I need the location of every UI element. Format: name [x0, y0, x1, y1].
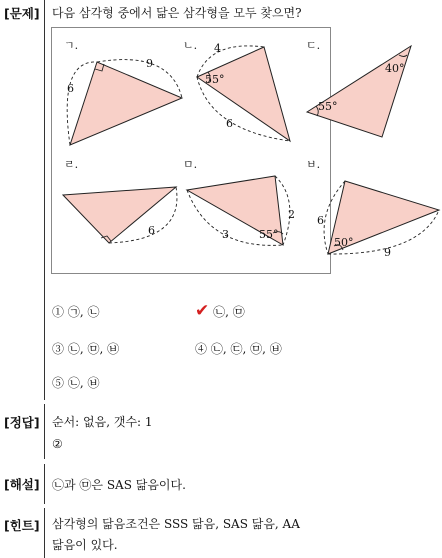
label-r-side: 6	[148, 224, 155, 237]
choice-2-text: ㉡, ㉤	[213, 305, 245, 319]
choice-5-number: ⑤	[52, 376, 65, 390]
problem-label: [문제]	[4, 6, 40, 21]
tag-r: ㄹ.	[64, 158, 79, 171]
choice-1-number: ①	[52, 305, 65, 319]
label-b-side-a: 6	[317, 214, 324, 227]
tag-m: ㅁ.	[183, 158, 198, 171]
question-text: 다음 삼각형 중에서 닮은 삼각형을 모두 찾으면?	[52, 6, 302, 20]
label-g-side-a: 9	[146, 57, 153, 70]
triangle-n	[197, 47, 290, 141]
label-m-angle: 55°	[259, 228, 279, 241]
explanation-label: [해설]	[4, 477, 40, 492]
choice-4[interactable]	[195, 340, 282, 357]
triangle-d	[307, 46, 411, 137]
choice-1[interactable]	[52, 303, 99, 320]
answer-line-2: ②	[52, 437, 63, 451]
choice-1-text: ㉠, ㉡	[67, 305, 100, 319]
answer-label: [정답]	[4, 415, 40, 430]
choice-4-number: ④	[195, 342, 208, 356]
check-mark-icon: ✔	[195, 301, 210, 321]
hint-line-1: 삼각형의 닮음조건은 SSS 닮음, SAS 닮음, AA	[52, 517, 300, 531]
tag-b: ㅂ.	[306, 158, 321, 171]
tag-n: ㄴ.	[183, 39, 198, 52]
label-n-side-b: 6	[226, 117, 233, 130]
triangle-g	[70, 62, 182, 145]
choice-5[interactable]	[52, 374, 99, 391]
label-d-angle-a: 40°	[385, 62, 405, 75]
answer-divider	[44, 404, 45, 459]
label-n-angle: 55°	[205, 73, 225, 86]
choice-3-text: ㉡, ㉤, ㉥	[67, 342, 120, 356]
hint-divider	[44, 508, 45, 558]
label-n-side-a: 4	[214, 42, 221, 55]
label-b-angle: 50°	[334, 236, 354, 249]
hint-line-2: 닮음이 있다.	[52, 538, 118, 552]
tag-d: ㄷ.	[306, 39, 321, 52]
choice-5-text: ㉡, ㉥	[67, 376, 100, 390]
tag-g: ㄱ.	[64, 39, 79, 52]
answer-line-1: 순서: 없음, 갯수: 1	[52, 415, 153, 429]
hint-label: [힌트]	[4, 518, 40, 533]
explanation-divider	[44, 464, 45, 504]
choice-3-number: ③	[52, 342, 65, 356]
choice-2[interactable]	[195, 301, 245, 321]
triangle-r	[63, 187, 176, 243]
label-m-side-b: 3	[222, 228, 229, 241]
label-g-side-b: 6	[67, 82, 74, 95]
explanation-text: ㉡과 ㉤은 SAS 닮음이다.	[52, 478, 186, 492]
choice-4-text: ㉡, ㉢, ㉤, ㉥	[210, 342, 282, 356]
choice-3[interactable]	[52, 340, 119, 357]
label-b-side-b: 9	[384, 246, 391, 259]
label-d-angle-b: 55°	[318, 100, 338, 113]
label-m-side-a: 2	[288, 208, 295, 221]
